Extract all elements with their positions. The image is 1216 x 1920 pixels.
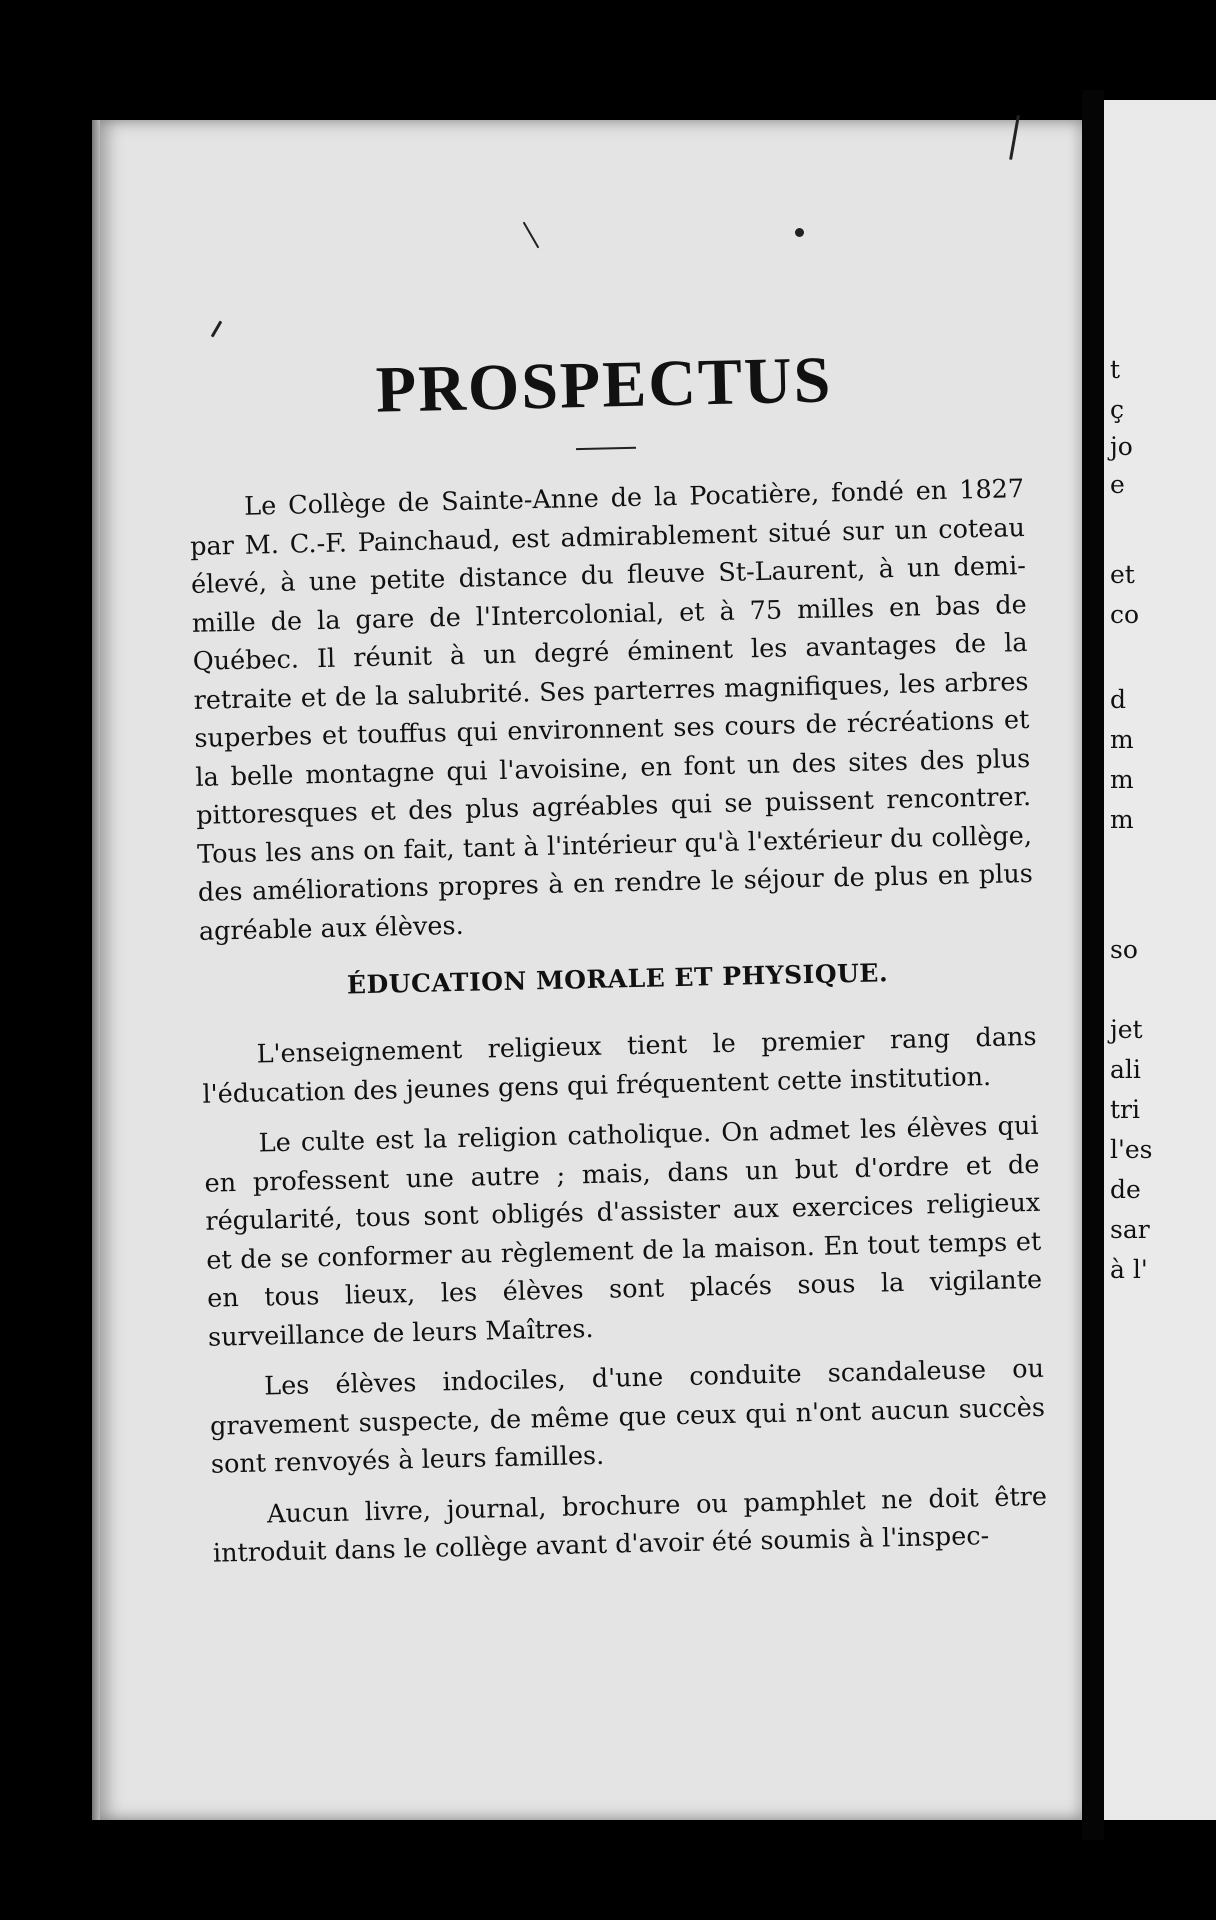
page-content [185, 301, 1048, 1585]
facing-fragment: ç [1110, 395, 1125, 424]
body-paragraph: Aucun livre, journal, brochure ou pamphlet ne doit être introduit dans le collège avant d'avoir été soumis à l'inspec- [212, 1481, 1048, 1569]
body-paragraph: L'enseignement religieux tient le premier rang dans l'éducation des jeunes gens qui fréquentent cette institution. [202, 1021, 1037, 1110]
body-paragraph: Les élèves indociles, d'une conduite scandaleuse ou gravement suspecte, de même que ceux qui n'ont aucun succès sont renvoyés à leurs familles. [209, 1353, 1046, 1480]
facing-fragment: m [1110, 765, 1134, 794]
facing-fragment: sar [1110, 1215, 1150, 1244]
facing-fragment: e [1110, 470, 1125, 499]
facing-fragment: ali [1110, 1055, 1141, 1084]
facing-fragment: m [1110, 725, 1134, 754]
page-edge [92, 120, 100, 1820]
section-heading: ÉDUCATION MORALE ET PHYSIQUE. [346, 958, 889, 1000]
facing-fragment: m [1110, 805, 1134, 834]
facing-fragment: de [1110, 1175, 1141, 1204]
book-gutter [1082, 90, 1104, 1840]
facing-fragment: à l' [1110, 1255, 1148, 1284]
facing-fragment: jo [1110, 432, 1133, 461]
facing-fragment: l'es [1110, 1135, 1153, 1164]
facing-fragment: so [1110, 935, 1138, 964]
facing-fragment: et [1110, 560, 1135, 589]
page-title: PROSPECTUS [375, 343, 834, 427]
body-paragraph: Le culte est la religion catholique. On admet les élèves qui en professent une autre ; mais, dans un but d'ordre et de régularité, tous sont obligés d'assister aux exercices religieux et de se conformer au règlement de la maison. En tout temps et en tous lieux, les élèves sont placés sous la vigilante surveillance de leurs Maîtres. [204, 1110, 1043, 1353]
facing-fragment: d [1110, 685, 1127, 714]
facing-fragment: tri [1110, 1095, 1140, 1124]
intro-paragraph: Le Collège de Sainte-Anne de la Pocatière, fondé en 1827 par M. C.-F. Painchaud, est admirablement situé sur un coteau élevé, à une petite distance du fleuve St-Laurent, à un demi-mille de la gare de l'Intercolonial, et à 75 milles en bas de Québec. Il réunit à un degré éminent les avantages de la retraite et de la salubrité. Ses parterres magnifiques, les arbres superbes et touffus qui environnent ses cours de récréations et la belle montagne qui l'avoisine, en font un des sites des plus pittoresques et des plus agréables qui se puissent rencontrer. Tous les ans on fait, tant à l'intérieur qu'à l'extérieur du collège, des améliorations propres à en rendre le séjour de plus en plus agréable aux élèves. [189, 474, 1034, 947]
facing-page [1104, 100, 1216, 1820]
facing-fragment: t [1110, 355, 1121, 384]
facing-fragment: co [1110, 600, 1140, 629]
facing-fragment: jet [1110, 1015, 1143, 1044]
ink-speck [795, 228, 804, 237]
title-rule [576, 447, 636, 450]
